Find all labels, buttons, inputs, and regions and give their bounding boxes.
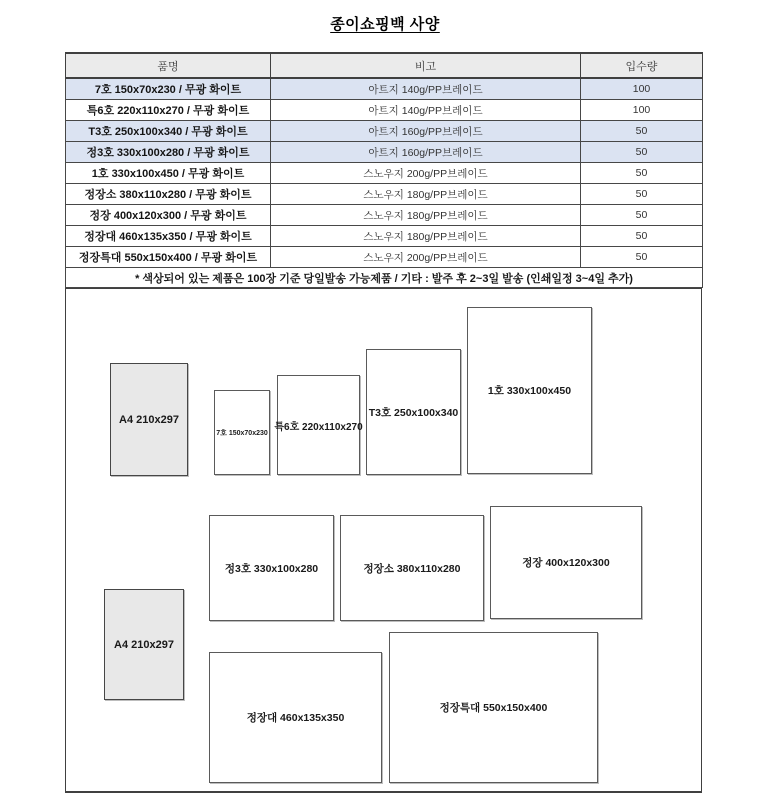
bag-t3ho-box [366,349,461,475]
bag-jeong3ho-box [209,515,334,621]
size-box-label: 1호 330x100x450 [487,385,572,397]
size-box-label: 정장소 380x110x280 [363,562,461,575]
table-row [66,184,703,205]
table-row [66,247,703,268]
spec-table-footer [66,268,703,288]
quantity-cell: 100 [581,78,703,100]
size-box-label: 7호 150x70x230 [216,429,268,437]
product-name-cell: 정장 400x120x300 / 무광 화이트 [66,205,271,226]
spec-table-body [66,78,703,268]
remark-cell: 스노우지 180g/PP브레이드 [271,205,581,226]
product-name-cell: 정장특대 550x150x400 / 무광 화이트 [66,247,271,268]
remark-cell: 아트지 140g/PP브레이드 [271,78,581,100]
column-header-quantity: 입수량 [581,53,703,78]
column-header-product-name: 품명 [66,53,271,78]
bag-jeongjangso-box [340,515,484,621]
product-name-cell: 특6호 220x110x270 / 무광 화이트 [66,100,271,121]
bag-jeongjangteukdae-box [389,632,598,783]
size-box-label: 정장대 460x135x350 [246,712,345,724]
product-name-cell: 정3호 330x100x280 / 무광 화이트 [66,142,271,163]
header-row [66,53,703,78]
bag-7ho-box [214,390,270,475]
remark-cell: 아트지 140g/PP브레이드 [271,100,581,121]
table-row [66,142,703,163]
quantity-cell: 50 [581,142,703,163]
quantity-cell: 50 [581,184,703,205]
product-name-cell: T3호 250x100x340 / 무광 화이트 [66,121,271,142]
size-box-label: A4 210x297 [119,413,179,426]
spec-table [65,52,703,288]
remark-cell: 스노우지 180g/PP브레이드 [271,226,581,247]
size-box-label: A4 210x297 [114,638,174,651]
product-name-cell: 7호 150x70x230 / 무광 화이트 [66,78,271,100]
table-row [66,121,703,142]
bag-jeongjang-box [490,506,642,619]
spec-table-header [66,53,703,78]
a4-reference-top-box [110,363,188,476]
page-title: 종이쇼핑백 사양 [330,16,440,33]
table-row [66,100,703,121]
size-diagram [65,288,702,793]
product-name-cell: 정장소 380x110x280 / 무광 화이트 [66,184,271,205]
shipping-note: * 색상되어 있는 제품은 100장 기준 당일발송 가능제품 / 기타 : 발주 후 2~3일 발송 (인쇄일정 3~4일 추가) [66,268,703,288]
size-box-label: 정장 400x120x300 [522,557,610,569]
remark-cell: 스노우지 200g/PP브레이드 [271,247,581,268]
quantity-cell: 100 [581,100,703,121]
bag-jeongjangdae-box [209,652,382,783]
bag-1ho-box [467,307,592,474]
bag-teuk6ho-box [274,375,363,475]
size-box-label: 특6호 220x110x270 [274,421,363,433]
table-row [66,78,703,100]
quantity-cell: 50 [581,121,703,142]
quantity-cell: 50 [581,247,703,268]
note-row [66,268,703,288]
remark-cell: 아트지 160g/PP브레이드 [271,142,581,163]
product-name-cell: 정장대 460x135x350 / 무광 화이트 [66,226,271,247]
size-box-label: T3호 250x100x340 [368,406,459,419]
remark-cell: 아트지 160g/PP브레이드 [271,121,581,142]
remark-cell: 스노우지 200g/PP브레이드 [271,163,581,184]
quantity-cell: 50 [581,163,703,184]
table-row [66,205,703,226]
size-box-label: 정3호 330x100x280 [224,562,319,575]
size-box-label: 정장특대 550x150x400 [439,702,548,714]
quantity-cell: 50 [581,226,703,247]
column-header-remark: 비고 [271,53,581,78]
quantity-cell: 50 [581,205,703,226]
table-row [66,226,703,247]
table-row [66,163,703,184]
product-name-cell: 1호 330x100x450 / 무광 화이트 [66,163,271,184]
remark-cell: 스노우지 180g/PP브레이드 [271,184,581,205]
a4-reference-bottom-box [104,589,184,700]
